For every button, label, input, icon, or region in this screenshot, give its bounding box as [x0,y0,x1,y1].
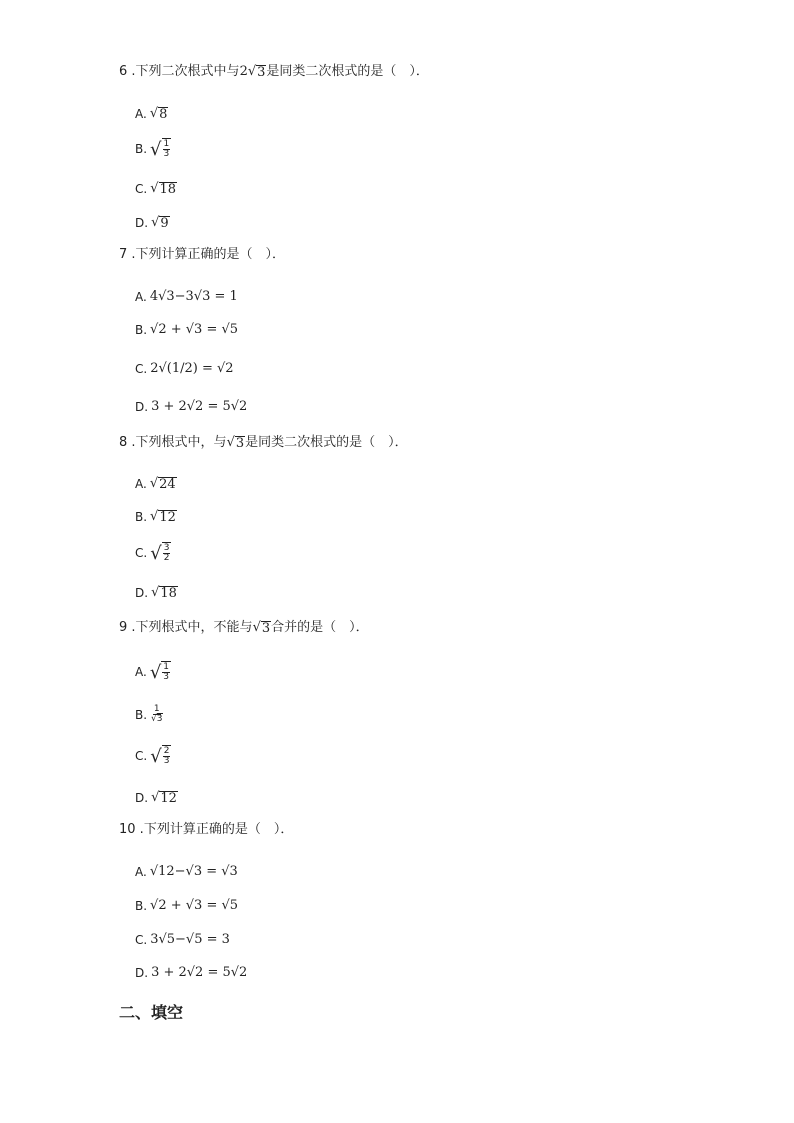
section-title: 二、填空 [119,1003,184,1022]
option-8a[interactable] [135,476,177,492]
radicand: 12 [160,790,177,806]
question-text: 是同类二次根式的是（ ）． [266,64,429,79]
radicand: 3 [156,714,163,724]
denominator: 3 [163,672,170,682]
question-text: 合并的是（ ）． [271,620,369,635]
option-letter: A. [135,865,147,879]
question-text: 下列根式中，与 [135,435,227,450]
radicand: 18 [160,585,177,601]
option-10d[interactable] [135,965,247,981]
option-letter: D. [135,216,149,230]
denominator [150,715,163,724]
option-6c[interactable] [135,181,177,197]
question-text: 是同类二次根式的是（ ）． [245,435,408,450]
option-letter: A. [135,477,147,491]
denominator: 3 [163,756,170,766]
option-expression: √2 + √3 = √5 [150,898,239,913]
question-10 [119,822,293,838]
option-letter: C. [135,748,148,763]
sqrt-symbol-icon: √ [149,105,159,121]
radicand: 3 [235,436,245,451]
option-letter: C. [135,545,148,560]
radicand: 18 [159,181,177,197]
option-10c[interactable] [135,932,230,948]
inline-math [227,436,246,451]
radicand: 8 [159,106,168,122]
question-text: 下列根式中，不能与 [135,620,253,635]
question-8 [119,435,408,451]
question-6 [119,64,429,80]
question-number: 7 [119,247,128,262]
question-text: 下列计算正确的是（ ）． [143,822,294,837]
option-9b[interactable] [135,705,164,724]
question-number: 9 [119,620,128,635]
question-dot: . [127,435,136,450]
option-7a[interactable] [135,289,238,305]
option-expression: √2 + √3 = √5 [150,322,239,337]
option-letter: D. [135,791,149,805]
sqrt-symbol-icon: √ [151,789,160,805]
option-letter: B. [135,323,148,337]
option-6d[interactable] [135,215,170,231]
option-expression: 3√5−√5 = 3 [150,932,230,947]
sqrt-symbol-icon: √ [226,435,235,450]
option-letter: C. [135,182,148,196]
question-number: 8 [119,435,128,450]
sqrt-symbol-icon: √ [151,214,160,230]
sqrt-symbol-icon: √ [151,584,160,600]
sqrt-symbol-icon: √ [149,662,162,683]
option-letter: C. [135,933,148,947]
option-10b[interactable] [135,898,238,914]
option-9d[interactable] [135,790,178,806]
option-7c[interactable] [135,361,234,377]
option-letter: A. [135,290,147,304]
sqrt-symbol-icon: √ [252,620,261,635]
option-letter: A. [135,664,147,679]
question-dot: . [127,64,136,79]
radicand: 3 [257,64,266,80]
option-letter: B. [135,707,148,722]
question-9 [119,620,369,636]
question-text: 下列二次根式中与 [135,64,240,79]
option-expression: 2√(1/2) = √2 [150,361,234,376]
question-text: 下列计算正确的是（ ）． [135,247,286,262]
question-dot: . [135,822,144,837]
sqrt-symbol-icon: √ [150,746,162,767]
numerator: 3 [163,543,170,553]
sqrt-symbol-icon: √ [149,475,159,491]
option-expression: 3 + 2√2 = 5√2 [151,965,248,980]
sqrt-symbol-icon: √ [150,180,159,196]
radical [248,65,267,80]
option-letter: B. [135,141,148,156]
option-8c[interactable] [135,542,171,563]
question-number: 10 [119,822,136,837]
option-6b[interactable] [135,138,171,159]
option-9a[interactable] [135,661,171,682]
sqrt-symbol-icon: √ [150,508,159,524]
option-10a[interactable] [135,864,238,880]
option-expression: 4√3−3√3 = 1 [149,289,238,304]
option-letter: A. [135,107,147,121]
numerator: 2 [163,746,170,756]
numerator: 1 [163,662,170,672]
option-8d[interactable] [135,585,178,601]
numerator: 1 [153,704,160,714]
fraction [162,663,170,682]
sqrt-symbol-icon: √ [150,139,162,160]
option-letter: D. [135,966,149,980]
option-9c[interactable] [135,745,171,766]
option-7b[interactable] [135,322,238,338]
coefficient: 2 [239,64,248,79]
fraction [163,544,171,563]
option-letter: D. [135,400,149,414]
fraction [163,140,171,159]
sqrt-symbol-icon: √ [151,714,157,724]
denominator: 2 [163,553,170,563]
option-expression: 3 + 2√2 = 5√2 [151,399,248,414]
radicand: 12 [159,509,176,525]
option-letter: D. [135,586,149,600]
question-7 [119,247,285,263]
sqrt-symbol-icon: √ [247,63,257,79]
inline-math [253,621,272,636]
question-dot: . [127,620,136,635]
radicand: 24 [159,476,176,492]
fraction [150,705,163,724]
radicand: 3 [261,621,271,636]
option-letter: B. [135,510,148,524]
option-expression: √12−√3 = √3 [149,864,238,879]
fraction [163,747,171,766]
denominator: 3 [163,149,170,159]
numerator: 1 [163,139,170,149]
question-dot: . [127,247,136,262]
option-6a[interactable] [135,106,168,122]
sqrt-symbol-icon: √ [150,543,162,564]
option-7d[interactable] [135,399,247,415]
option-letter: C. [135,362,148,376]
inline-math [240,64,267,80]
option-8b[interactable] [135,509,177,525]
radicand: 9 [160,215,169,231]
question-number: 6 [119,64,128,79]
option-letter: B. [135,899,148,913]
